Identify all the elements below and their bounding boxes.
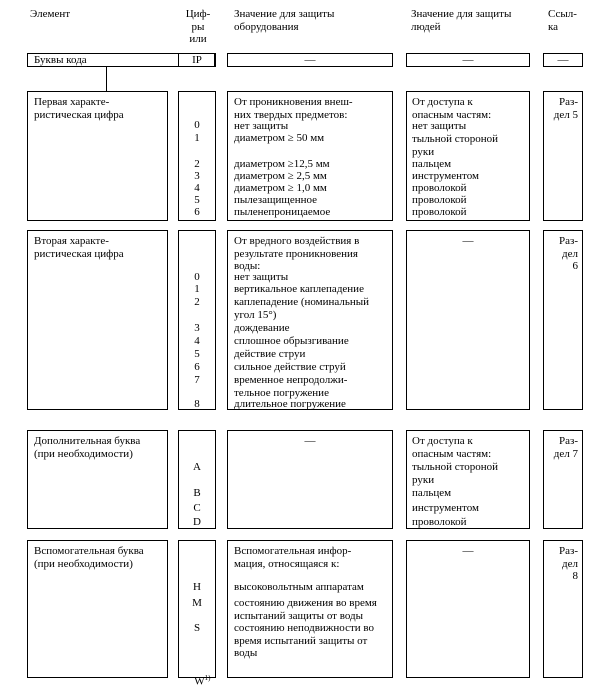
first-equipment-item: диаметром ≥12,5 мм: [234, 158, 330, 170]
second-digit: 5: [194, 348, 200, 360]
additional-people-item: тыльной стороной руки: [412, 461, 499, 486]
second-people-dash: —: [462, 235, 474, 247]
additional-equipment-box: [227, 430, 393, 529]
second-equipment-item: дождевание: [234, 322, 290, 334]
code-people-dash: —: [462, 54, 474, 66]
second-digit: 2: [194, 296, 200, 308]
auxiliary-equipment-item: состоянию движения во время испытаний защиты от воды: [234, 597, 377, 622]
header-people: Значение для защиты людей: [411, 8, 512, 33]
first-digit: 3: [194, 170, 200, 182]
second-digit: 1: [194, 283, 200, 295]
auxiliary-equipment-intro: Вспомогательная инфор- мация, относящаяся к:: [234, 545, 352, 570]
first-digit: 4: [194, 182, 200, 194]
connector-line: [106, 67, 107, 91]
auxiliary-letter: S: [193, 622, 201, 634]
first-people-item: нет защиты: [412, 120, 467, 132]
additional-people-intro: От доступа к опасным частям:: [412, 435, 492, 460]
additional-letter: B: [193, 487, 201, 499]
additional-reference-label: Раз- дел 7: [553, 435, 578, 460]
second-equipment-item: действие струи: [234, 348, 306, 360]
second-reference-label: Раз- дел 6: [558, 235, 578, 273]
second-digit: 8: [194, 398, 200, 410]
code-equipment-dash: —: [304, 54, 316, 66]
first-digit: 0: [194, 119, 200, 131]
header-element: Элемент: [30, 8, 71, 20]
additional-letter: D: [193, 516, 201, 528]
first-equipment-item: пыленепроницаемое: [234, 206, 331, 218]
first-digit: 2: [194, 158, 200, 170]
second-digit: 6: [194, 361, 200, 373]
auxiliary-element-box: [27, 540, 168, 678]
first-reference-box: [543, 91, 583, 221]
auxiliary-equipment-box: [227, 540, 393, 678]
additional-letter: C: [193, 502, 201, 514]
auxiliary-people-box: [406, 540, 530, 678]
first-element-label: Первая характе- ристическая цифра: [34, 96, 124, 121]
code-reference-dash: —: [557, 54, 569, 66]
second-digit: 0: [194, 271, 200, 283]
auxiliary-letter: M: [192, 597, 202, 609]
second-digit: 3: [194, 322, 200, 334]
auxiliary-element-label: Вспомогательная буква (при необходимости): [34, 545, 144, 570]
second-digits-box: [178, 230, 216, 410]
code-people-box: [406, 53, 530, 67]
code-reference-box: [543, 53, 583, 67]
code-equipment-box: [227, 53, 393, 67]
header-equipment: Значение для защиты оборудования: [234, 8, 335, 33]
first-equipment-box: [227, 91, 393, 221]
auxiliary-digits-box: [178, 540, 216, 688]
header-digits: Циф- ры или: [185, 8, 211, 46]
auxiliary-letter: W: [194, 675, 205, 688]
second-equipment-box: [227, 230, 393, 410]
second-equipment-item: вертикальное каплепадение: [234, 283, 364, 295]
first-people-item: проволокой: [412, 206, 467, 218]
second-equipment-item: нет защиты: [234, 271, 289, 283]
second-equipment-item: длительное погружение: [234, 398, 346, 410]
auxiliary-reference-box: [543, 540, 583, 678]
first-digit: 1: [194, 132, 200, 144]
first-equipment-item: нет защиты: [234, 120, 289, 132]
second-equipment-item: временное непродолжи- тельное погружение: [234, 374, 348, 399]
first-equipment-item: диаметром ≥ 50 мм: [234, 132, 325, 144]
second-reference-box: [543, 230, 583, 410]
second-element-box: [27, 230, 168, 410]
second-digit: 4: [194, 335, 200, 347]
second-equipment-item: каплепадение (номинальный угол 15°): [234, 296, 370, 321]
code-element-label: Буквы кода: [34, 54, 87, 66]
first-equipment-item: диаметром ≥ 1,0 мм: [234, 182, 327, 194]
additional-equipment-dash: —: [304, 435, 316, 447]
auxiliary-equipment-item: высоковольтным аппаратам: [234, 581, 364, 593]
second-element-label: Вторая характе- ристическая цифра: [34, 235, 124, 260]
additional-people-item: инструментом: [412, 502, 479, 514]
additional-people-box: [406, 430, 530, 529]
first-people-item: проволокой: [412, 182, 467, 194]
first-people-item: тыльной стороной руки: [412, 133, 499, 158]
first-equipment-item: диаметром ≥ 2,5 мм: [234, 170, 327, 182]
second-people-box: [406, 230, 530, 410]
second-digit: 7: [194, 374, 200, 386]
first-people-item: инструментом: [412, 170, 479, 182]
first-people-item: пальцем: [412, 158, 452, 170]
additional-element-label: Дополнительная буква (при необходимости): [34, 435, 141, 460]
additional-reference-box: [543, 430, 583, 529]
footnote-mark: 1): [204, 673, 211, 682]
auxiliary-people-dash: —: [462, 545, 474, 557]
first-people-box: [406, 91, 530, 221]
second-equipment-item: сильное действие струй: [234, 361, 346, 373]
first-digit: 5: [194, 194, 200, 206]
code-digits-label: IP: [192, 54, 202, 66]
first-digits-box: [178, 91, 216, 221]
first-equipment-item: пылезащищенное: [234, 194, 318, 206]
first-reference-label: Раз- дел 5: [553, 96, 578, 121]
auxiliary-reference-label: Раз- дел 8: [558, 545, 578, 583]
first-element-box: [27, 91, 168, 221]
additional-letter: A: [193, 461, 201, 473]
additional-people-item: проволокой: [412, 516, 467, 528]
auxiliary-equipment-item: состоянию неподвижности во время испытаний защиты от воды: [234, 622, 375, 660]
auxiliary-letter-w: [179, 659, 215, 700]
additional-element-box: [27, 430, 168, 529]
header-reference: Ссыл- ка: [548, 8, 577, 33]
first-equipment-intro: От проникновения внеш- них твердых предметов:: [234, 96, 353, 121]
auxiliary-letter: H: [193, 581, 201, 593]
additional-digits-box: [178, 430, 216, 529]
code-digits-box: [178, 53, 216, 67]
additional-people-item: пальцем: [412, 487, 452, 499]
second-equipment-intro: От вредного воздействия в результате проникновения воды:: [234, 235, 360, 273]
second-equipment-item: сплошное обрызгивание: [234, 335, 349, 347]
first-digit: 6: [194, 206, 200, 218]
first-people-item: проволокой: [412, 194, 467, 206]
first-people-intro: От доступа к опасным частям:: [412, 96, 492, 121]
